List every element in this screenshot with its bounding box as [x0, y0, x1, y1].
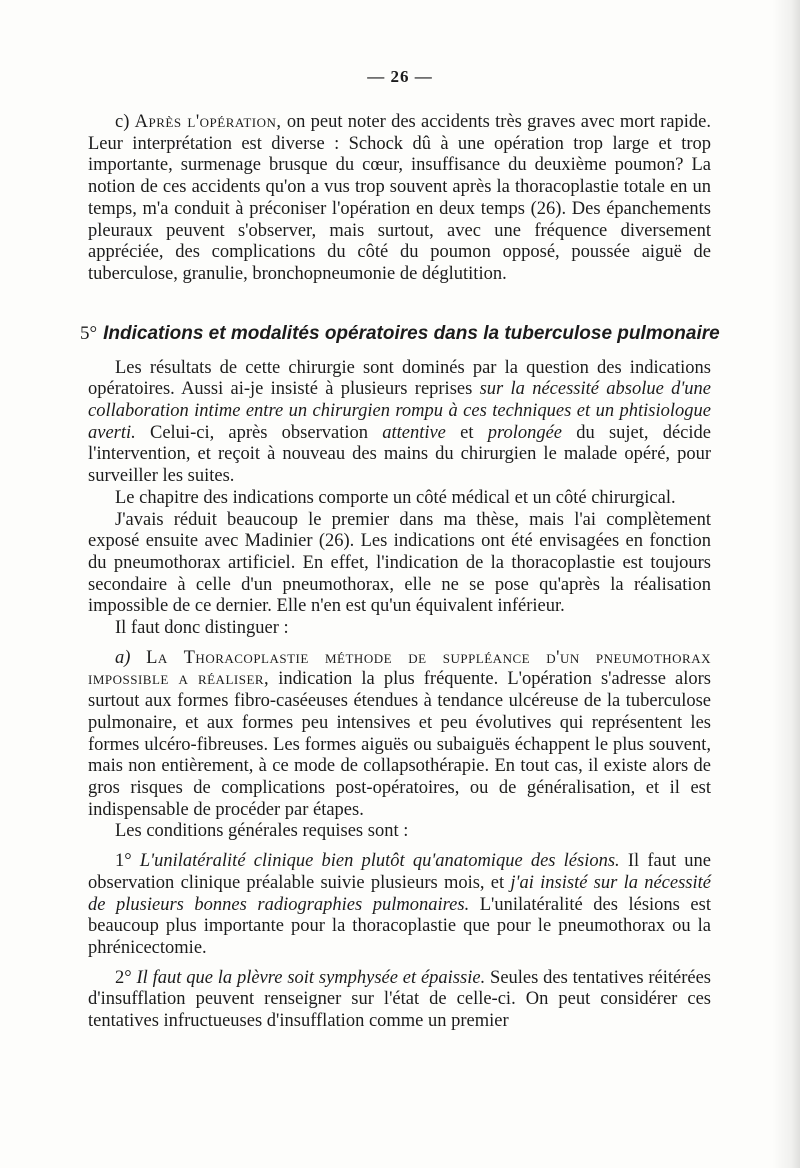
page-number: — 26 —	[367, 67, 433, 86]
paragraph-thoracoplasty-method	[88, 648, 711, 822]
emphasis-attentive: attentive	[382, 422, 446, 443]
text-run: Celui-ci, après observation	[135, 422, 383, 443]
section-number: 5°	[80, 322, 98, 344]
item-title-thoracoplasty: La Thoracoplastie méthode de suppléance d'un pneumothorax impossible a réaliser,	[88, 647, 711, 690]
item-title-after-operation: Après l'opération,	[134, 112, 282, 132]
paragraph-after-operation	[88, 112, 711, 286]
emphasis-collaboration: sur la nécessité absolue d'une collaboration intime entre un chirurgien rompu à ces techniques et un phtisiologue averti.	[88, 379, 711, 443]
item-label-a: a)	[115, 647, 147, 668]
page-body	[80, 112, 720, 1033]
paragraph-text: on peut noter des accidents très graves avec mort rapide. Leur interprétation est diverse : Schock dû à une opération trop large et trop importante, surmenage brusque du cœur, insuffisance du deuxième poumon? La notion de ces accidents qu'on a vus trop souvent après la thoracoplastie totale en un temps, m'a conduit à préconiser l'opération en deux temps (26). Des épanchements pleuraux peuvent s'observer, mais surtout, avec une fréquence diversement appréciée, des complications du côté du poumon opposé, poussée aiguë de tuberculose, granulie, bronchopneumonie de déglutition.	[88, 112, 711, 284]
text-run: Les résultats de cette chirurgie sont dominés par la question des indications opératoires. Aussi ai-je insisté à plusieurs reprises	[88, 357, 711, 400]
section-title: Indications et modalités opératoires dans la tuberculose pulmonaire	[103, 322, 720, 344]
condition-1	[88, 851, 711, 960]
page-edge-shadow	[772, 0, 800, 1168]
section-heading	[80, 322, 720, 346]
condition-number: 1°	[115, 851, 140, 872]
text-run: Il faut une observation clinique préalable suivie plusieurs mois, et	[88, 851, 711, 893]
paragraph-distinguish: Il faut donc distinguer :	[115, 618, 289, 639]
text-run: du sujet, décide l'intervention, et reçoit à nouveau des mains du chirurgien le malade opéré, pour surveiller les suites.	[88, 422, 711, 487]
paragraph-results	[88, 358, 711, 488]
emphasis-pleura: Il faut que la plèvre soit symphysée et épaissie.	[136, 967, 486, 988]
condition-2	[88, 968, 711, 1033]
condition-number: 2°	[115, 967, 137, 988]
paragraph-conditions: Les conditions générales requises sont :	[115, 821, 409, 842]
text-run: Seules des tentatives réitérées d'insufflation peuvent renseigner sur l'état de celle-ci. On peut considérer ces tentatives infructueuses d'insufflation comme un premier	[88, 967, 711, 1032]
emphasis-prolongee: prolongée	[487, 422, 563, 443]
text-run: et	[445, 422, 488, 443]
text-run: L'unilatéralité des lésions est beaucoup plus importante pour la thoracoplastie que pour le pneumothorax ou la phrénicectomie.	[88, 894, 711, 958]
paragraph-text: indication la plus fréquente. L'opération s'adresse alors surtout aux formes fibro-caséeuses étendues à tendance ulcéreuse de la tuberculose pulmonaire, et aux formes peu intensives et peu évolutives qui représentent les formes ulcéro-fibreuses. Les formes aiguës ou subaiguës échappent le plus souvent, mais non entièrement, à ce mode de collapsothérapie. En tout cas, il existe alors de gros risques de complications post-opératoires, ou de généralisation, et il est indispensable de procéder par étapes.	[88, 669, 711, 820]
item-label-c: c)	[115, 112, 135, 132]
emphasis-unilaterality: L'unilatéralité clinique bien plutôt qu'anatomique des lésions.	[139, 851, 620, 872]
paragraph-chapter: Le chapitre des indications comporte un côté médical et un côté chirurgical.	[115, 487, 676, 508]
emphasis-radiographies: j'ai insisté sur la nécessité de plusieurs bonnes radiographies pulmonaires.	[88, 872, 711, 915]
paragraph-thesis: J'avais réduit beaucoup le premier dans ma thèse, mais l'ai complètement exposé ensuite avec Madinier (26). Les indications ont été envisagées en fonction du pneumothorax artificiel. En effet, l'indication de la thoracoplastie est toujours secondaire à celle d'un pneumothorax, elle ne se pose qu'après la réalisation impossible de ce dernier. Elle n'en est qu'un équivalent inférieur.	[88, 509, 711, 617]
